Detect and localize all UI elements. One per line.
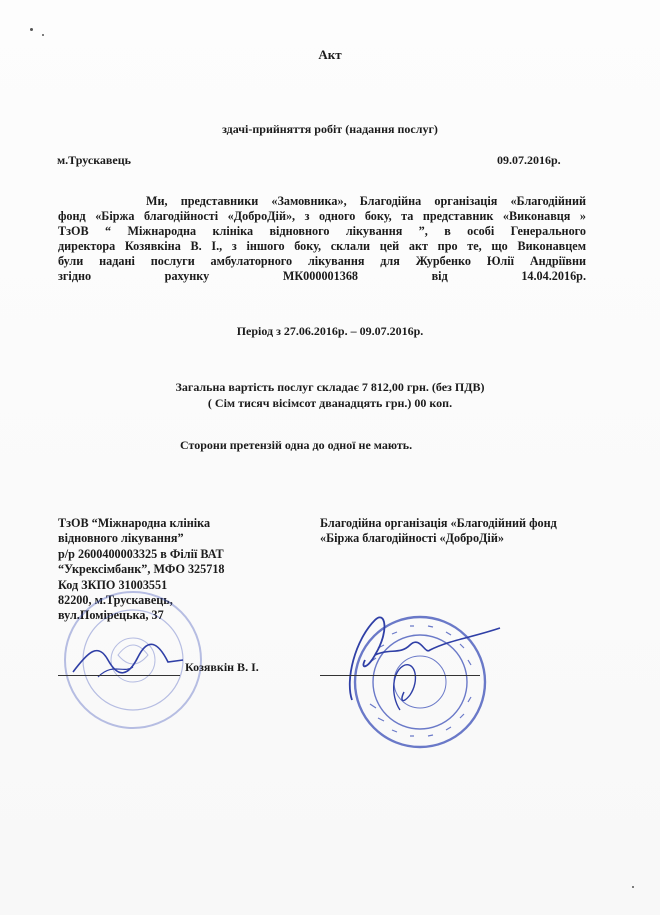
executor-signature xyxy=(68,632,188,692)
executor-line: “Укрексімбанк”, МФО 325718 xyxy=(58,562,225,577)
customer-signature xyxy=(330,600,510,720)
executor-line: вул.Помірецька, 37 xyxy=(58,608,164,623)
executor-line: 82200, м.Трускавець, xyxy=(58,593,173,608)
service-period: Період з 27.06.2016р. – 09.07.2016р. xyxy=(236,324,424,338)
body-paragraph xyxy=(58,194,586,284)
document-title: Акт xyxy=(318,47,342,62)
document-date: 09.07.2016р. xyxy=(497,153,561,167)
scan-speck xyxy=(632,886,634,888)
executor-line: відновного лікування” xyxy=(58,531,184,546)
total-amount-words: ( Сім тисяч вісімсот дванадцять грн.) 00 коп. xyxy=(207,396,453,410)
body-line: згідно рахунку МК000001368 від 14.04.2016р. xyxy=(58,269,586,283)
executor-line: Код ЗКПО 31003551 xyxy=(58,577,168,592)
city: м.Трускавець xyxy=(57,153,131,167)
customer-signature-line xyxy=(320,675,480,676)
body-line: фонд «Біржа благодійності «ДоброДій», з одного боку, та представник «Виконавця » xyxy=(58,209,586,223)
body-line: директора Козявкіна В. І., з іншого боку, склали цей акт про те, що Виконавцем xyxy=(58,239,586,253)
body-line: були надані послуги амбулаторного лікування для Журбенко Юлії Андріївни xyxy=(58,254,586,268)
scan-speck xyxy=(30,28,33,31)
body-line: Ми, представники «Замовника», Благодійна організація «Благодійний xyxy=(146,194,586,208)
executor-signature-line xyxy=(58,675,180,676)
customer-details xyxy=(320,516,557,547)
executor-line: ТзОВ “Міжнародна клініка xyxy=(58,516,211,530)
customer-line: Благодійна організація «Благодійний фонд xyxy=(320,516,557,530)
executor-signatory: Козявкін В. І. xyxy=(185,660,259,674)
document-subtitle: здачі-прийняття робіт (надання послуг) xyxy=(222,122,438,136)
scan-speck xyxy=(42,34,44,36)
no-claims-statement: Сторони претензій одна до одної не мають. xyxy=(180,438,413,452)
customer-line: «Біржа благодійності «ДоброДій» xyxy=(320,531,504,546)
executor-line: р/р 2600400003325 в Філії ВАТ xyxy=(58,546,224,561)
total-amount: Загальна вартість послуг складає 7 812,00 грн. (без ПДВ) xyxy=(175,380,485,394)
body-line: ТзОВ “ Міжнародна клініка відновного лікування ”, в особі Генерального xyxy=(58,224,586,238)
